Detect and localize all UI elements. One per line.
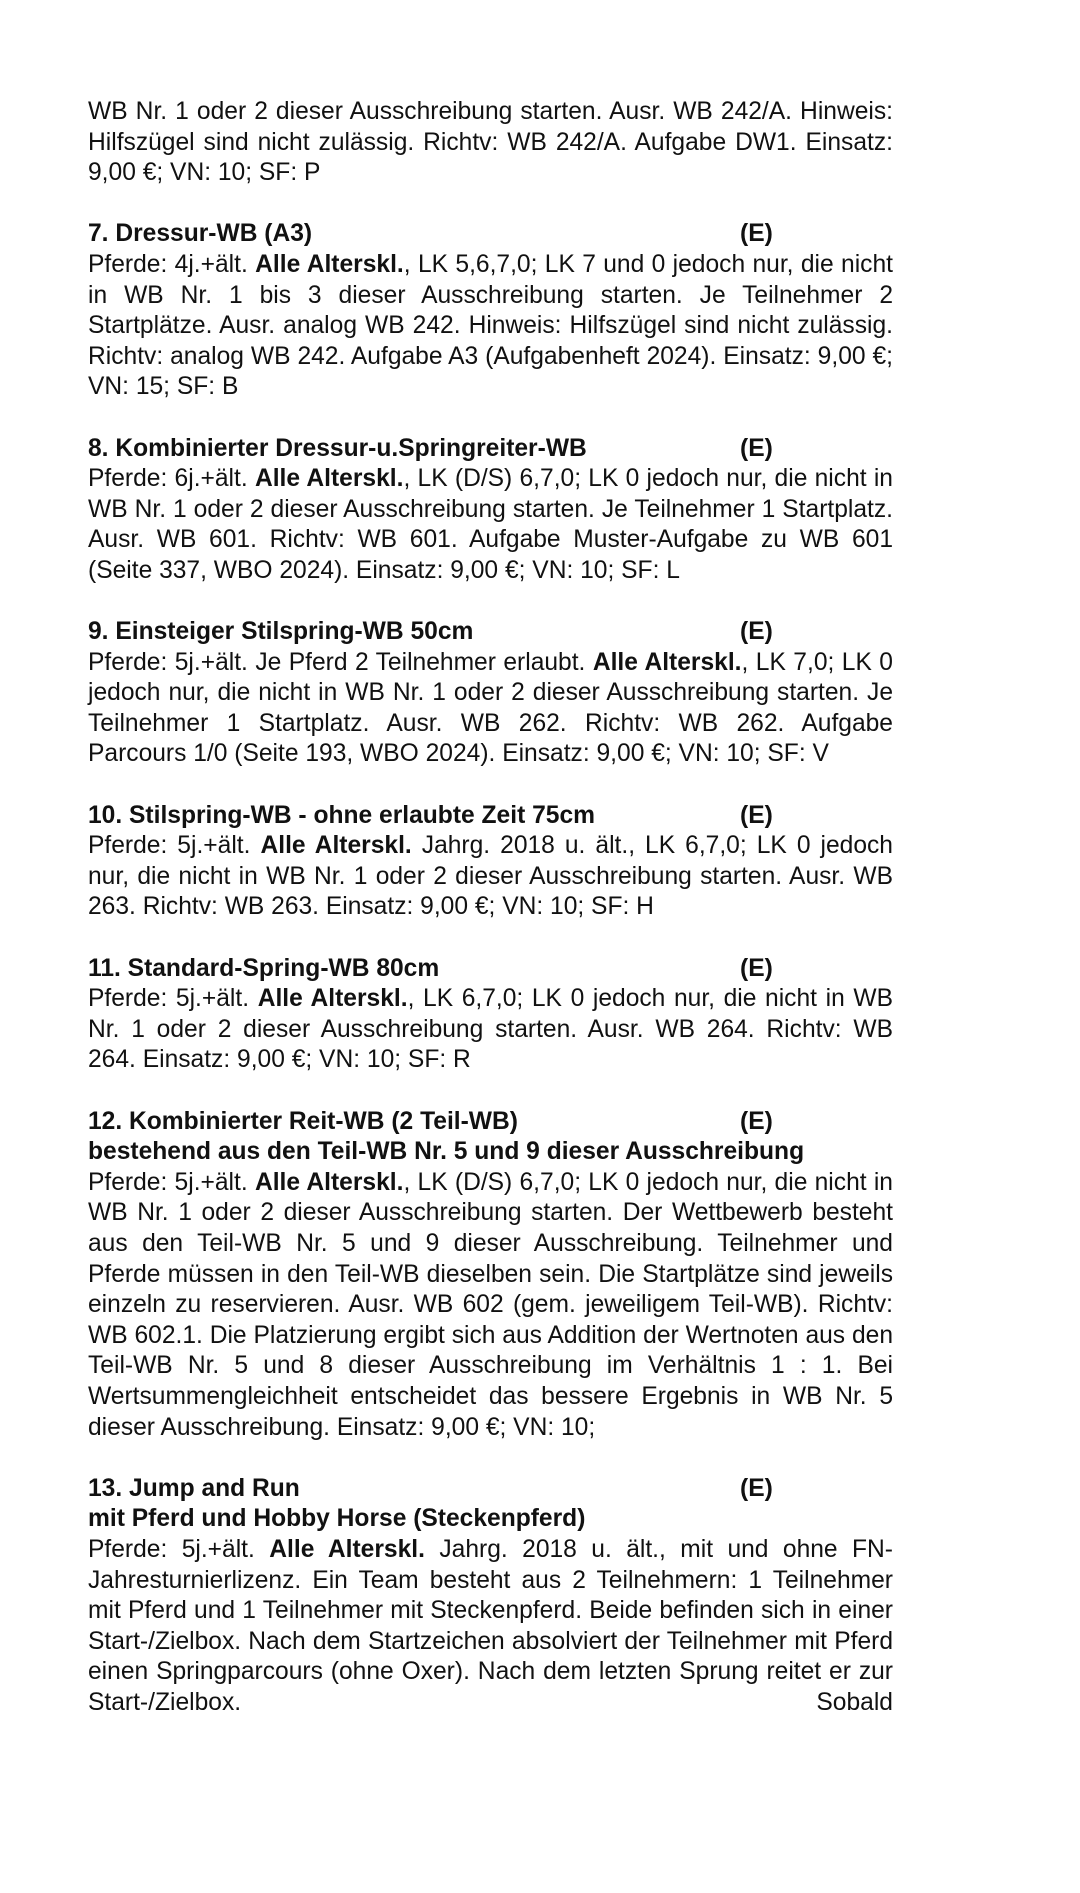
body-text: , LK (D/S) 6,7,0; LK 0 jedoch nur, die nicht in WB Nr. 1 oder 2 dieser Ausschreibung starten. Je Teilnehmer 1 Startplatz. Ausr. WB 601. Richtv: WB 601. Aufgabe Muster-Aufgabe zu WB 601 (Seite 337, WBO 2024). Einsatz: 9,00 €; VN: 10; SF: L [88,465,893,584]
competition-title: 7. Dressur-WB (A3) [88,220,313,248]
competition-12 [88,1107,893,1444]
age-class-bold: Alle Alterskl. [269,1535,425,1563]
competition-code: (E) [740,1474,773,1502]
body-text: Pferde: 5j.+ält. [88,832,261,860]
body-text: , LK 5,6,7,0; LK 7 und 0 jedoch nur, die nicht in WB Nr. 1 bis 3 dieser Ausschreibung starten. Je Teilnehmer 2 Startplätze. Ausr. analog WB 242. Hinweis: Hilfszügel sind nicht zulässig. Richtv: analog WB 242. Aufgabe A3 (Aufgabenheft 2024). Einsatz: 9,00 €; VN: 15; SF: B [88,250,893,401]
competition-heading [88,434,893,465]
competition-heading [88,1107,893,1138]
competition-title: 11. Standard-Spring-WB 80cm [88,954,440,982]
competition-code: (E) [740,801,773,829]
competition-8 [88,434,893,587]
body-text: Pferde: 5j.+ält. [88,1168,255,1196]
competition-heading [88,954,893,985]
body-text: Pferde: 4j.+ält. [88,250,256,278]
competition-code: (E) [740,220,773,248]
competition-heading [88,219,893,250]
competition-heading [88,1474,893,1505]
body-text: Pferde: 5j.+ält. [88,1535,270,1563]
competition-body [88,464,893,586]
competition-title: 8. Kombinierter Dressur-u.Springreiter-WB [88,434,587,462]
body-text: Pferde: 6j.+ält. [88,465,255,493]
competition-code: (E) [740,954,773,982]
competition-subtitle: mit Pferd und Hobby Horse (Steckenpferd) [88,1505,586,1533]
age-class-bold: Alle Alterskl. [260,832,412,860]
body-text: Jahrg. 2018 u. ält., mit und ohne FN-Jahresturnierlizenz. Ein Team besteht aus 2 Teilnehmern: 1 Teilnehmer mit Pferd und 1 Teilnehmer mit Steckenpferd. Beide befinden sich in einer Start-/Zielbox. Nach dem Startzeichen absolviert der Teilnehmer mit Pferd einen Springparcours (ohne Oxer). Nach dem letzten Sprung reitet er zur Start-/Zielbox. Sobald [88,1535,893,1716]
competition-code: (E) [740,618,773,646]
competition-body [88,984,893,1076]
competition-code: (E) [740,1107,773,1135]
competition-heading [88,617,893,648]
body-text: , LK (D/S) 6,7,0; LK 0 jedoch nur, die nicht in WB Nr. 1 oder 2 dieser Ausschreibung starten. Der Wettbewerb besteht aus den Teil-WB Nr. 5 und 9 dieser Ausschreibung. Teilnehmer und Pferde müssen in den Teil-WB dieselben sein. Die Startplätze sind jeweils einzeln zu reservieren. Ausr. WB 602 (gem. jeweiligem Teil-WB). Richtv: WB 602.1. Die Platzierung ergibt sich aus Addition der Wertnoten aus den Teil-WB Nr. 5 und 8 dieser Ausschreibung im Verhältnis 1 : 1. Bei Wertsummengleichheit entscheidet das bessere Ergebnis in WB Nr. 5 dieser Ausschreibung. Einsatz: 9,00 €; VN: 10; [88,1168,893,1441]
age-class-bold: Alle Alterskl. [592,648,742,676]
intro-paragraph: WB Nr. 1 oder 2 dieser Ausschreibung starten. Ausr. WB 242/A. Hinweis: Hilfszügel sind nicht zulässig. Richtv: WB 242/A. Aufgabe DW1. Einsatz: 9,00 €; VN: 10; SF: P [88,98,893,187]
competition-body [88,250,893,403]
competition-code: (E) [740,434,773,462]
competition-title: 10. Stilspring-WB - ohne erlaubte Zeit 75cm [88,801,595,829]
body-text: Pferde: 5j.+ält. Je Pferd 2 Teilnehmer erlaubt. [88,648,593,676]
age-class-bold: Alle Alterskl. [254,1168,404,1196]
body-text: , LK 6,7,0; LK 0 jedoch nur, die nicht in WB Nr. 1 oder 2 dieser Ausschreibung starten. Ausr. WB 264. Richtv: WB 264. Einsatz: 9,00 €; VN: 10; SF: R [88,985,893,1074]
age-class-bold: Alle Alterskl. [255,250,404,278]
competition-title: 12. Kombinierter Reit-WB (2 Teil-WB) [88,1107,518,1135]
competition-13 [88,1474,893,1719]
competition-heading [88,801,893,832]
competition-subtitle: bestehend aus den Teil-WB Nr. 5 und 9 dieser Ausschreibung [88,1138,805,1166]
body-text: Jahrg. 2018 u. ält., LK 6,7,0; LK 0 jedoch nur, die nicht in WB Nr. 1 oder 2 dieser Ausschreibung starten. Ausr. WB 263. Richtv: WB 263. Einsatz: 9,00 €; VN: 10; SF: H [88,832,893,921]
body-text: Pferde: 5j.+ält. [88,985,258,1013]
competition-10 [88,801,893,923]
competition-title: 13. Jump and Run [88,1474,300,1502]
competition-body [88,1535,893,1719]
document-page [88,97,893,1718]
competition-title: 9. Einsteiger Stilspring-WB 50cm [88,618,474,646]
competition-body [88,648,893,770]
competition-9 [88,617,893,770]
body-text: , LK 7,0; LK 0 jedoch nur, die nicht in WB Nr. 1 oder 2 dieser Ausschreibung starten. Je Teilnehmer 1 Startplatz. Ausr. WB 262. Richtv: WB 262. Aufgabe Parcours 1/0 (Seite 193, WBO 2024). Einsatz: 9,00 €; VN: 10; SF: V [88,648,893,768]
age-class-bold: Alle Alterskl. [257,985,408,1013]
age-class-bold: Alle Alterskl. [254,465,404,493]
competition-body [88,1168,893,1443]
competition-7 [88,219,893,403]
competition-11 [88,954,893,1076]
competition-body [88,831,893,923]
